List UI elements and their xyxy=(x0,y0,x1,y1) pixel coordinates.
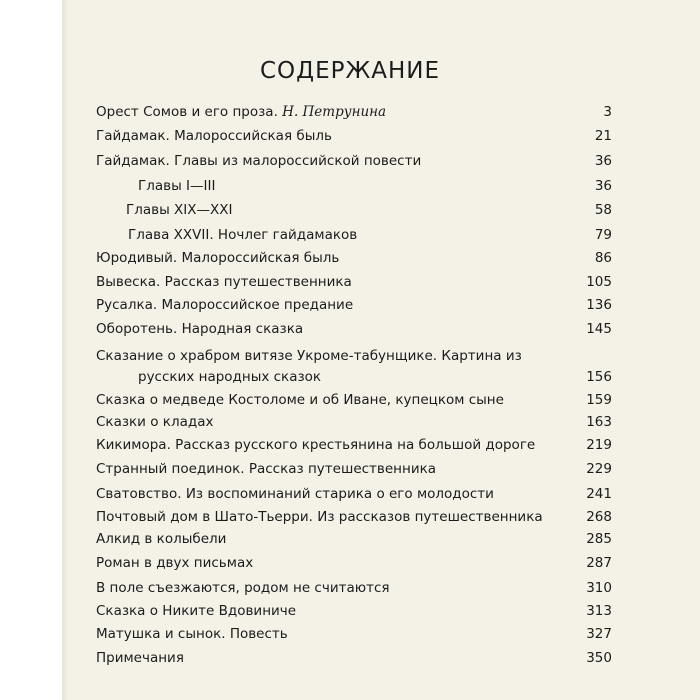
page-title: СОДЕРЖАНИЕ xyxy=(259,58,441,84)
toc-entry: Примечания xyxy=(96,650,184,666)
toc-entry-page: 241 xyxy=(586,486,612,502)
toc-entry-page: 36 xyxy=(594,178,612,194)
toc-entry-page: 3 xyxy=(603,104,612,120)
toc-entry: Гайдамак. Главы из малороссийской повести xyxy=(96,153,422,169)
toc-entry-page: 229 xyxy=(586,461,612,477)
toc-entry xyxy=(96,104,386,120)
toc-entry-page: 268 xyxy=(586,509,612,525)
toc-entry-page: 86 xyxy=(594,250,612,266)
toc-entry: Странный поединок. Рассказ путешественника xyxy=(96,461,437,477)
toc-entry-page: 219 xyxy=(586,437,612,453)
toc-entry-page: 145 xyxy=(586,321,612,337)
toc-entry: Сказка о медведе Костоломе и об Иване, купецком сыне xyxy=(96,392,504,408)
toc-entry-page: 159 xyxy=(586,392,612,408)
toc-entry: Почтовый дом в Шато-Тьерри. Из рассказов путешественника xyxy=(96,509,543,525)
toc-entry: Сватовство. Из воспоминаний старика о его молодости xyxy=(96,486,494,502)
toc-entry-page: 36 xyxy=(594,153,612,169)
toc-entry: Сказание о храбром витязе Укроме-табунщике. Картина из xyxy=(96,348,522,364)
toc-entry-page: 79 xyxy=(594,227,612,243)
toc-entry: Русалка. Малороссийское предание xyxy=(96,297,354,313)
toc-entry-page: 310 xyxy=(586,580,612,596)
toc-entry: Вывеска. Рассказ путешественника xyxy=(96,274,352,290)
toc-entry: В поле съезжаются, родом не считаются xyxy=(96,580,390,596)
toc-entry-page: 136 xyxy=(586,297,612,313)
toc-entry: Юродивый. Малороссийская быль xyxy=(96,250,340,266)
toc-entry-author: Н. Петрунина xyxy=(282,104,387,120)
toc-entry-continuation: русских народных сказок xyxy=(138,369,322,385)
toc-entry: Гайдамак. Малороссийская быль xyxy=(96,128,332,144)
toc-entry: Матушка и сынок. Повесть xyxy=(96,626,288,642)
toc-subentry: Глава XXVII. Ночлег гайдамаков xyxy=(128,227,358,243)
toc-entry: Сказки о кладах xyxy=(96,414,214,430)
toc-entry-page: 58 xyxy=(594,202,612,218)
toc-entry: Сказка о Никите Вдовиниче xyxy=(96,603,297,619)
toc-entry: Алкид в колыбели xyxy=(96,531,227,547)
toc-entry-page: 163 xyxy=(586,414,612,430)
toc-entry: Оборотень. Народная сказка xyxy=(96,321,304,337)
toc-entry-page: 327 xyxy=(586,626,612,642)
toc-subentry: Главы XIX—XXI xyxy=(126,202,233,218)
toc-entry-page: 350 xyxy=(586,650,612,666)
toc-entry: Кикимора. Рассказ русского крестьянина на большой дороге xyxy=(96,437,536,453)
toc-entry-page: 313 xyxy=(586,603,612,619)
toc-entry-title: Орест Сомов и его проза. xyxy=(96,104,278,120)
toc-subentry: Главы I—III xyxy=(138,178,216,194)
toc-entry-page: 21 xyxy=(594,128,612,144)
toc-entry-page: 287 xyxy=(586,555,612,571)
toc-entry-page: 285 xyxy=(586,531,612,547)
toc-entry-page: 156 xyxy=(586,369,612,385)
toc-entry-page: 105 xyxy=(586,274,612,290)
toc-entry: Роман в двух письмах xyxy=(96,555,254,571)
